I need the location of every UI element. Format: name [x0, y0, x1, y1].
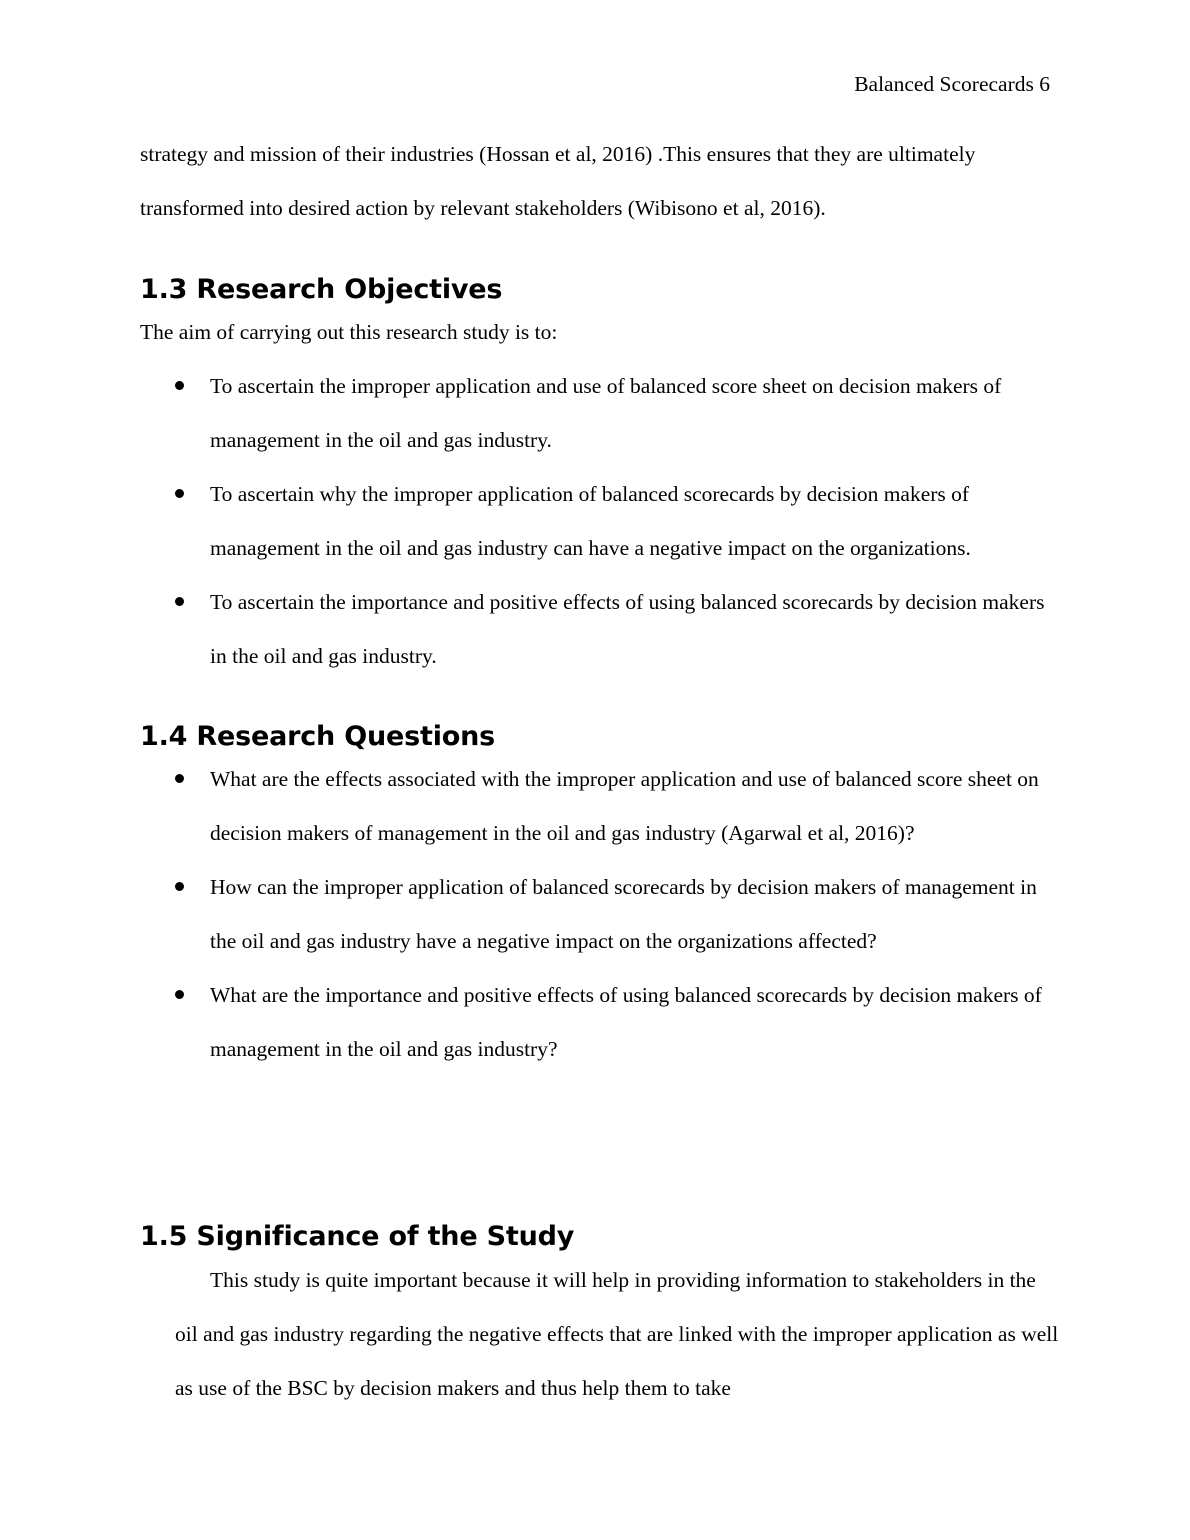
question-text: How can the improper application of balanced scorecards by decision makers of management in the oil and gas industry have a negative impact on the organizations affected? — [210, 875, 1037, 953]
objective-text: To ascertain why the improper application of balanced scorecards by decision makers of management in the oil and gas industry can have a negative impact on the organizations. — [210, 482, 971, 560]
running-header: Balanced Scorecards 6 — [854, 72, 1050, 96]
list-item — [140, 575, 1060, 683]
intro-paragraph: strategy and mission of their industries (Hossan et al, 2016) .This ensures that they are ultimately transformed into desired action by relevant stakeholders (Wibisono et al, 2016). — [140, 142, 976, 220]
objectives-list — [140, 359, 1060, 683]
bullet-icon — [175, 597, 184, 606]
significance-paragraph: This study is quite important because it will help in providing information to stakeholders in the oil and gas industry regarding the negative effects that are linked with the improper application as well as use of the BSC by decision makers and thus help them to take — [175, 1268, 1059, 1400]
list-item — [140, 752, 1060, 860]
objective-text: To ascertain the improper application and use of balanced score sheet on decision makers of management in the oil and gas industry. — [210, 374, 1002, 452]
heading-research-objectives: 1.3 Research Objectives — [140, 274, 503, 305]
bullet-icon — [175, 381, 184, 390]
heading-significance-of-study: 1.5 Significance of the Study — [140, 1221, 575, 1252]
list-item — [140, 968, 1060, 1076]
bullet-icon — [175, 882, 184, 891]
objectives-lead-sentence: The aim of carrying out this research study is to: — [140, 320, 558, 344]
heading-research-questions: 1.4 Research Questions — [140, 721, 496, 752]
list-item — [140, 359, 1060, 467]
question-text: What are the effects associated with the improper application and use of balanced score sheet on decision makers of management in the oil and gas industry (Agarwal et al, 2016)? — [210, 767, 1039, 845]
bullet-icon — [175, 489, 184, 498]
bullet-icon — [175, 990, 184, 999]
list-item — [140, 467, 1060, 575]
bullet-icon — [175, 774, 184, 783]
objective-text: To ascertain the importance and positive effects of using balanced scorecards by decision makers in the oil and gas industry. — [210, 590, 1045, 668]
list-item — [140, 860, 1060, 968]
questions-list — [140, 752, 1060, 1076]
question-text: What are the importance and positive effects of using balanced scorecards by decision makers of management in the oil and gas industry? — [210, 983, 1042, 1061]
